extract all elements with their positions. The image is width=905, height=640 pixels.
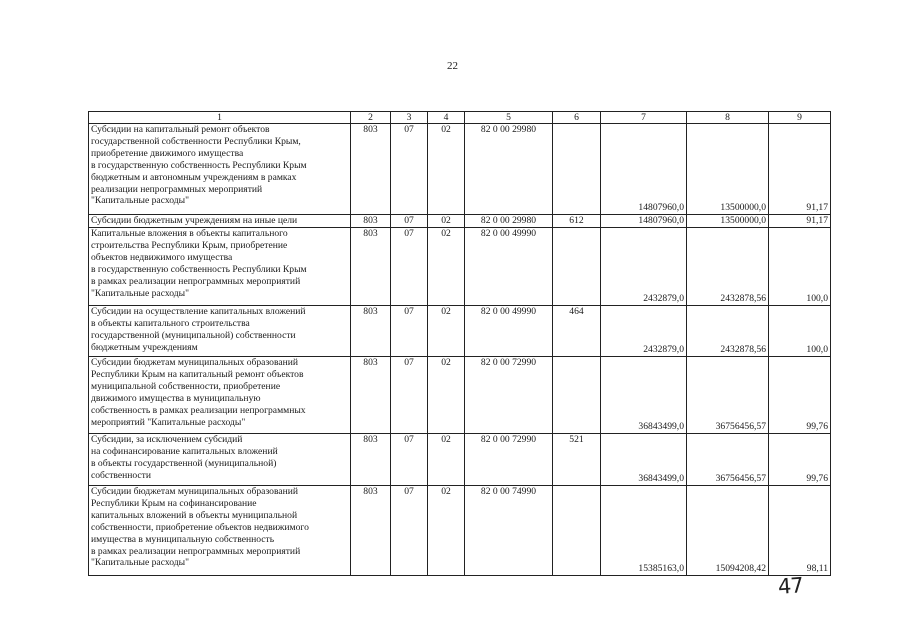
cell-c2: 803 <box>351 486 391 576</box>
cell-c6: 521 <box>553 434 601 486</box>
cell-c2: 803 <box>351 306 391 357</box>
cell-c3: 07 <box>391 357 428 434</box>
cell-c8: 15094208,42 <box>687 486 769 576</box>
cell-c5: 82 0 00 49990 <box>465 228 553 306</box>
budget-table <box>88 111 831 576</box>
cell-c6 <box>553 124 601 215</box>
table-row <box>89 124 831 215</box>
cell-c7: 2432879,0 <box>601 306 687 357</box>
cell-c4: 02 <box>428 306 465 357</box>
cell-c5: 82 0 00 74990 <box>465 486 553 576</box>
column-header: 3 <box>391 112 428 124</box>
row-name: Субсидии, за исключением субсидий на софинансирование капитальных вложений в объекты государственной (муниципальной) собственности <box>89 434 351 486</box>
column-header: 5 <box>465 112 553 124</box>
row-name: Субсидии на капитальный ремонт объектов государственной собственности Республики Крым, приобретение движимого имущества в государственную собственность Республики Крым бюджетным и автономным учреждениям в рамках реализации непрограммных мероприятий "Капитальные расходы" <box>89 124 351 215</box>
handwritten-page-mark: 47 <box>777 573 804 599</box>
cell-c9: 91,17 <box>769 124 831 215</box>
cell-c5: 82 0 00 72990 <box>465 434 553 486</box>
cell-c8: 36756456,57 <box>687 357 769 434</box>
cell-c3: 07 <box>391 486 428 576</box>
cell-c6 <box>553 357 601 434</box>
cell-c5: 82 0 00 29980 <box>465 215 553 228</box>
column-header: 2 <box>351 112 391 124</box>
row-name: Капитальные вложения в объекты капитального строительства Республики Крым, приобретение объектов недвижимого имущества в государственную собственность Республики Крым в рамках реализации непрограммных мероприятий "Капитальные расходы" <box>89 228 351 306</box>
cell-c4: 02 <box>428 124 465 215</box>
table-row <box>89 306 831 357</box>
cell-c4: 02 <box>428 434 465 486</box>
cell-c8: 13500000,0 <box>687 215 769 228</box>
cell-c7: 15385163,0 <box>601 486 687 576</box>
column-header: 8 <box>687 112 769 124</box>
cell-c4: 02 <box>428 228 465 306</box>
row-name: Субсидии бюджетным учреждениям на иные цели <box>89 215 351 228</box>
cell-c2: 803 <box>351 434 391 486</box>
cell-c6: 464 <box>553 306 601 357</box>
cell-c7: 14807960,0 <box>601 215 687 228</box>
table-row <box>89 486 831 576</box>
cell-c9: 99,76 <box>769 434 831 486</box>
cell-c9: 91,17 <box>769 215 831 228</box>
column-header: 9 <box>769 112 831 124</box>
cell-c3: 07 <box>391 306 428 357</box>
row-name: Субсидии бюджетам муниципальных образований Республики Крым на софинансирование капитальных вложений в объекты муниципальной собственности, приобретение объектов недвижимого имущества в муниципальную собственность в рамках реализации непрограммных мероприятий "Капитальные расходы" <box>89 486 351 576</box>
column-header: 4 <box>428 112 465 124</box>
cell-c8: 2432878,56 <box>687 228 769 306</box>
cell-c9: 98,11 <box>769 486 831 576</box>
cell-c7: 36843499,0 <box>601 434 687 486</box>
cell-c7: 14807960,0 <box>601 124 687 215</box>
table-header-row <box>89 112 831 124</box>
cell-c3: 07 <box>391 215 428 228</box>
cell-c7: 36843499,0 <box>601 357 687 434</box>
cell-c4: 02 <box>428 357 465 434</box>
row-name: Субсидии бюджетам муниципальных образований Республики Крым на капитальный ремонт объектов муниципальной собственности, приобретение движимого имущества в муниципальную собственность в рамках реализации непрограммных мероприятий "Капитальные расходы" <box>89 357 351 434</box>
cell-c4: 02 <box>428 486 465 576</box>
cell-c5: 82 0 00 49990 <box>465 306 553 357</box>
table-row <box>89 434 831 486</box>
table-row <box>89 215 831 228</box>
cell-c3: 07 <box>391 228 428 306</box>
cell-c2: 803 <box>351 228 391 306</box>
cell-c9: 100,0 <box>769 228 831 306</box>
page-number: 22 <box>447 60 458 72</box>
cell-c7: 2432879,0 <box>601 228 687 306</box>
cell-c6 <box>553 228 601 306</box>
cell-c3: 07 <box>391 124 428 215</box>
cell-c9: 99,76 <box>769 357 831 434</box>
cell-c8: 36756456,57 <box>687 434 769 486</box>
table-row <box>89 228 831 306</box>
cell-c3: 07 <box>391 434 428 486</box>
cell-c2: 803 <box>351 215 391 228</box>
table-row <box>89 357 831 434</box>
cell-c2: 803 <box>351 357 391 434</box>
row-name: Субсидии на осуществление капитальных вложений в объекты капитального строительства государственной (муниципальной) собственности бюджетным учреждениям <box>89 306 351 357</box>
cell-c4: 02 <box>428 215 465 228</box>
cell-c5: 82 0 00 29980 <box>465 124 553 215</box>
column-header: 1 <box>89 112 351 124</box>
cell-c6: 612 <box>553 215 601 228</box>
cell-c5: 82 0 00 72990 <box>465 357 553 434</box>
cell-c2: 803 <box>351 124 391 215</box>
cell-c8: 2432878,56 <box>687 306 769 357</box>
cell-c9: 100,0 <box>769 306 831 357</box>
cell-c8: 13500000,0 <box>687 124 769 215</box>
cell-c6 <box>553 486 601 576</box>
column-header: 7 <box>601 112 687 124</box>
column-header: 6 <box>553 112 601 124</box>
